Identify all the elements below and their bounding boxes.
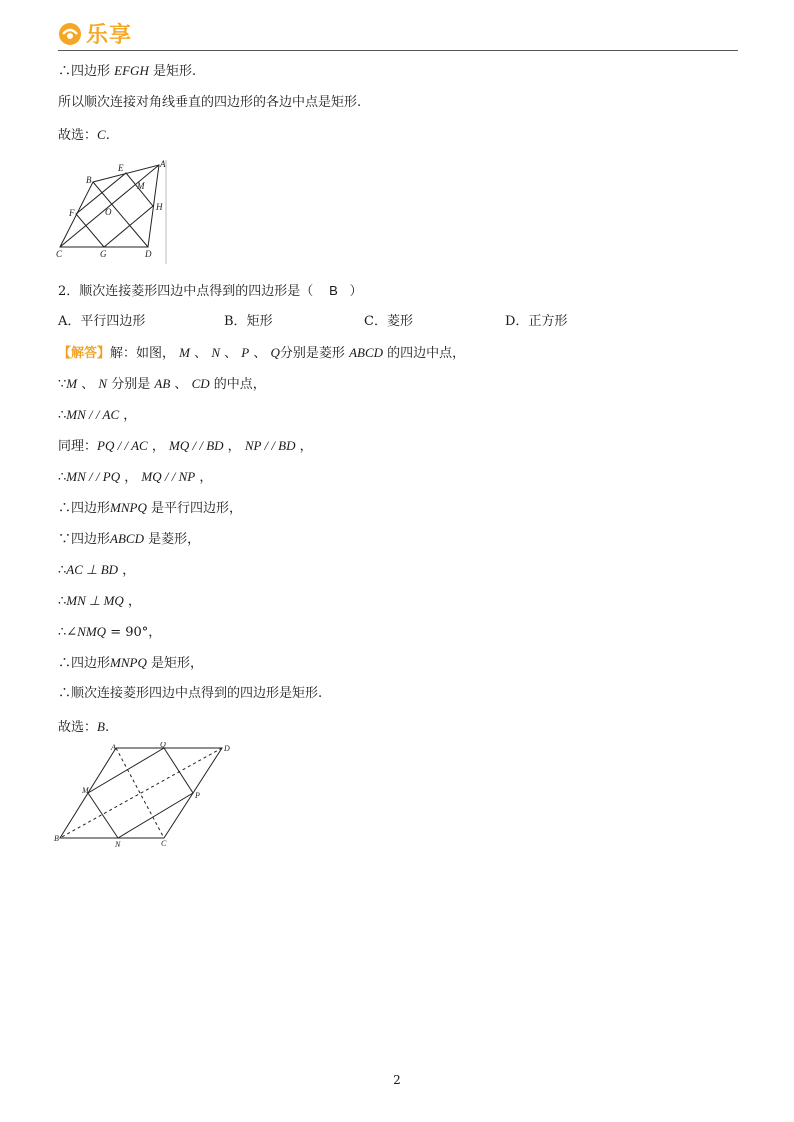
option-a: A．平行四边形 [58, 314, 146, 329]
question-2-stem: 2．顺次连接菱形四边中点得到的四边形是（ B ） [58, 283, 363, 299]
fig2-label-d: D [224, 744, 230, 753]
logo-icon [58, 22, 82, 46]
fig2-label-c: C [161, 839, 167, 848]
page-number: 2 [393, 1073, 401, 1087]
conclusion-line: ∴四边形 EFGH 是矩形. [58, 63, 197, 79]
fig1-label-d: D [145, 249, 152, 259]
summary-line: 所以顺次连接对角线垂直的四边形的各边中点是矩形. [58, 95, 362, 110]
logo-text: 乐享 [86, 23, 133, 48]
solution-line-9: ∴MN ⊥ MQ ， [58, 593, 141, 609]
solution-line-6: ∴四边形MNPQ 是平行四边形， [58, 500, 243, 516]
header-rule [58, 50, 738, 51]
fig2-label-p: P [195, 791, 200, 800]
fig2-label-b: B [54, 834, 59, 843]
solution-tag: 【解答】 [58, 346, 111, 361]
solution-line-1: 【解答】解：如图， M 、 N 、 P 、 Q分别是菱形 ABCD 的四边中点， [58, 345, 466, 361]
figure-2 [54, 742, 234, 848]
logo [58, 18, 132, 49]
solution-line-12: ∴顺次连接菱形四边中点得到的四边形是矩形. [58, 686, 323, 701]
fig1-label-h: H [156, 202, 163, 212]
solution-line-11: ∴四边形MNPQ 是矩形， [58, 655, 204, 671]
fig1-label-c: C [56, 249, 63, 259]
fig1-label-m: M [137, 181, 145, 191]
fig2-label-q: Q [160, 742, 166, 749]
answer-line-1: 故选：C. [58, 127, 110, 143]
solution-line-4: 同理：PQ / / AC ， MQ / / BD ， NP / / BD ， [58, 438, 313, 454]
question-2-answer: B [329, 283, 338, 298]
question-2-options [58, 313, 738, 331]
solution-line-7: ∵四边形ABCD 是菱形， [58, 531, 201, 547]
option-c: C．菱形 [364, 314, 413, 329]
fig2-label-a: A [111, 743, 116, 752]
option-d: D．正方形 [505, 314, 568, 329]
figure-1 [56, 160, 176, 266]
fig2-label-n: N [115, 840, 121, 848]
fig1-label-e: E [118, 163, 124, 173]
solution-line-5: ∴MN / / PQ ， MQ / / NP ， [58, 469, 213, 485]
fig1-label-f: F [69, 208, 75, 218]
solution-line-3: ∴MN / / AC ， [58, 407, 137, 423]
solution-line-10: ∴∠NMQ = 90°， [58, 624, 162, 640]
solution-line-13: 故选：B. [58, 719, 110, 735]
fig2-label-m: M [82, 786, 89, 795]
fig1-label-g: G [100, 249, 107, 259]
fig2-quad-mnpq [88, 748, 193, 838]
fig1-label-b: B [86, 175, 92, 185]
solution-line-2: ∵M 、 N 分别是 AB 、 CD 的中点， [58, 376, 266, 392]
solution-line-8: ∴AC ⊥ BD ， [58, 562, 136, 578]
fig1-label-a: A [160, 160, 166, 169]
fig1-label-o: O [105, 207, 112, 217]
page-header [58, 14, 738, 52]
option-b: B．矩形 [224, 314, 273, 329]
